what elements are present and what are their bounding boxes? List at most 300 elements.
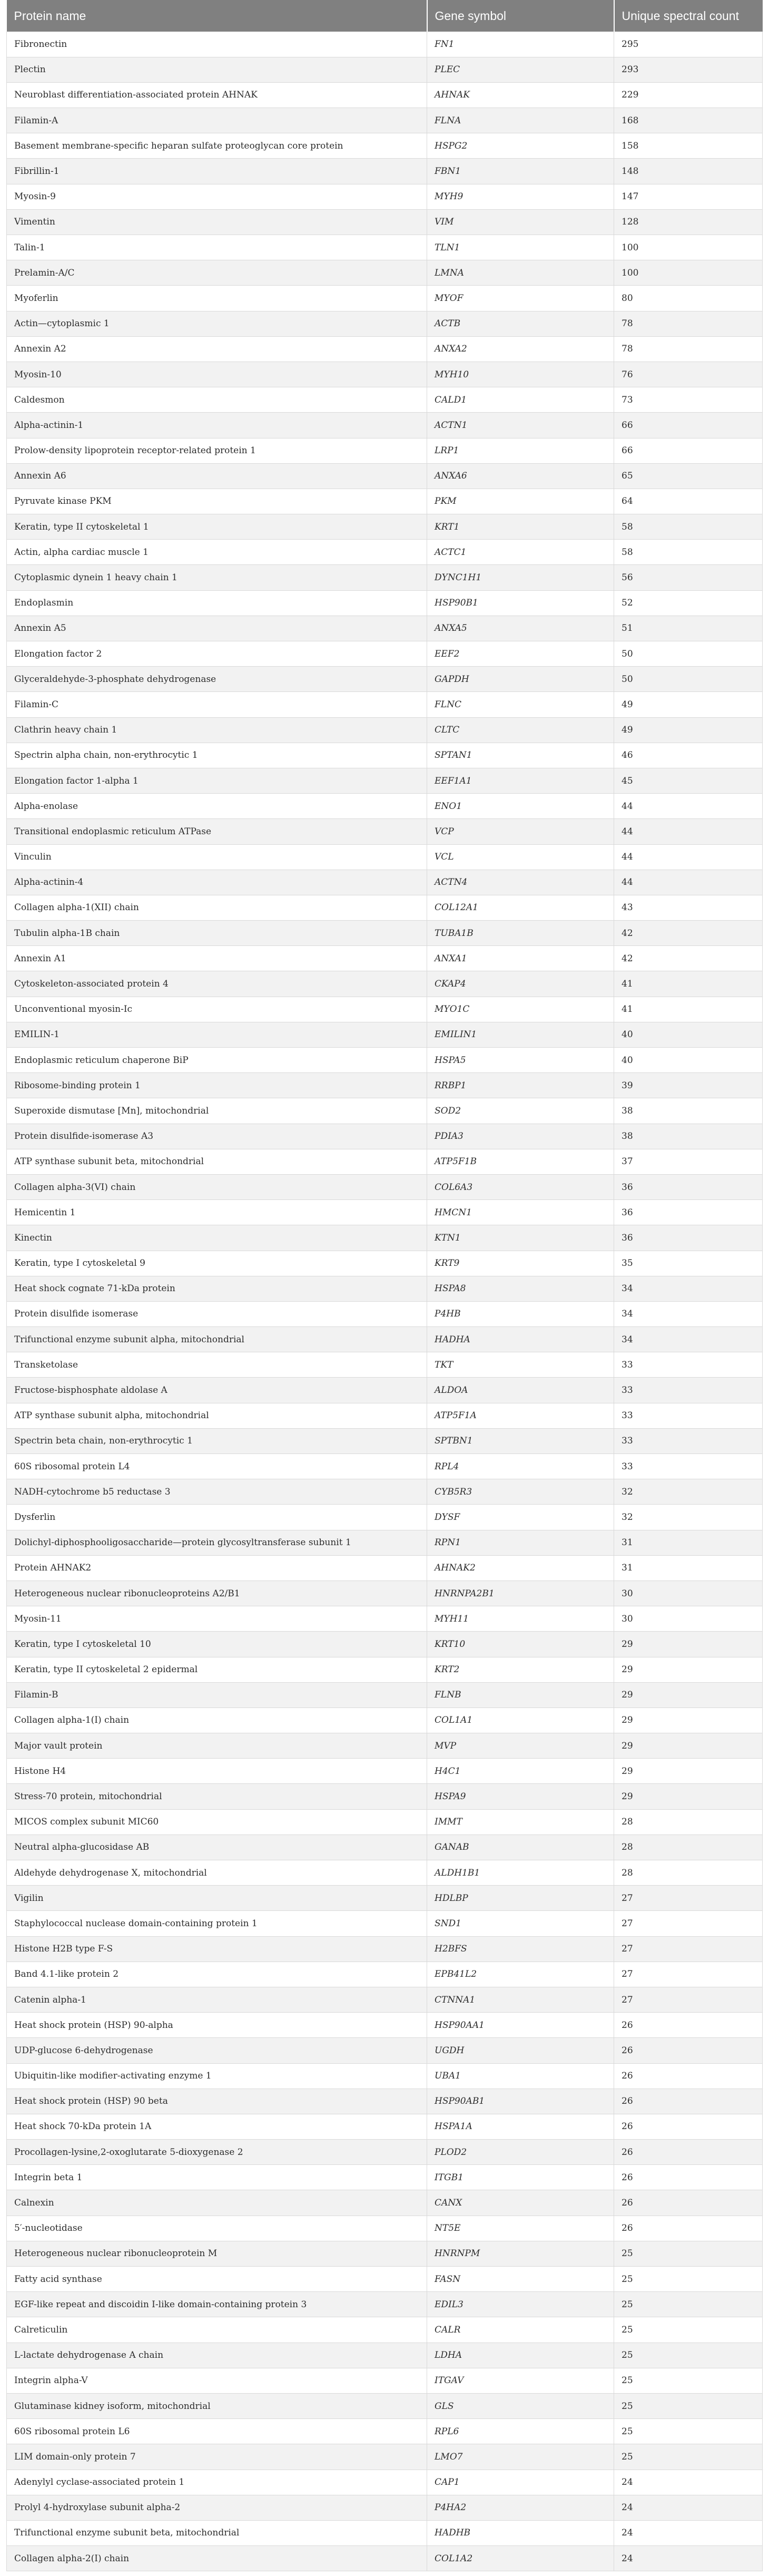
cell-protein-name: Kinectin <box>7 1225 427 1251</box>
cell-gene-symbol: HSP90AB1 <box>427 2089 614 2114</box>
cell-gene-symbol: SPTBN1 <box>427 1428 614 1453</box>
table-row <box>7 1936 763 1962</box>
cell-protein-name: NADH-cytochrome b5 reductase 3 <box>7 1479 427 1505</box>
cell-gene-symbol: HSP90B1 <box>427 590 614 616</box>
table-row <box>7 1835 763 1860</box>
cell-spectral-count: 29 <box>614 1733 763 1759</box>
table-row <box>7 438 763 463</box>
cell-spectral-count: 100 <box>614 235 763 260</box>
cell-gene-symbol: MYO1C <box>427 997 614 1022</box>
cell-spectral-count: 26 <box>614 2114 763 2139</box>
table-row <box>7 286 763 311</box>
table-row <box>7 540 763 565</box>
cell-protein-name: EMILIN-1 <box>7 1022 427 1047</box>
cell-protein-name: Glutaminase kidney isoform, mitochondrial <box>7 2393 427 2418</box>
cell-gene-symbol: HMCN1 <box>427 1200 614 1225</box>
cell-protein-name: Histone H2B type F-S <box>7 1936 427 1962</box>
cell-protein-name: Trifunctional enzyme subunit beta, mitochondrial <box>7 2520 427 2545</box>
cell-spectral-count: 37 <box>614 1149 763 1174</box>
table-row <box>7 1606 763 1632</box>
cell-gene-symbol: GAPDH <box>427 667 614 692</box>
cell-gene-symbol: MYH9 <box>427 184 614 209</box>
cell-gene-symbol: ANXA6 <box>427 463 614 489</box>
cell-spectral-count: 44 <box>614 844 763 870</box>
cell-gene-symbol: HADHB <box>427 2520 614 2545</box>
cell-spectral-count: 33 <box>614 1352 763 1378</box>
cell-protein-name: Procollagen-lysine,2-oxoglutarate 5-dioxygenase 2 <box>7 2140 427 2165</box>
cell-spectral-count: 25 <box>614 2444 763 2470</box>
table-row <box>7 2114 763 2139</box>
cell-spectral-count: 58 <box>614 514 763 540</box>
cell-spectral-count: 38 <box>614 1124 763 1149</box>
cell-spectral-count: 58 <box>614 540 763 565</box>
cell-protein-name: Keratin, type II cytoskeletal 2 epidermal <box>7 1657 427 1682</box>
cell-protein-name: Pyruvate kinase PKM <box>7 489 427 514</box>
cell-gene-symbol: SOD2 <box>427 1098 614 1124</box>
cell-protein-name: Heat shock protein (HSP) 90-alpha <box>7 2013 427 2038</box>
cell-protein-name: ATP synthase subunit beta, mitochondrial <box>7 1149 427 1174</box>
cell-gene-symbol: ATP5F1A <box>427 1403 614 1428</box>
cell-protein-name: Glyceraldehyde-3-phosphate dehydrogenase <box>7 667 427 692</box>
table-row <box>7 717 763 743</box>
cell-spectral-count: 30 <box>614 1606 763 1632</box>
table-row <box>7 108 763 133</box>
cell-protein-name: Ribosome-binding protein 1 <box>7 1073 427 1098</box>
cell-protein-name: Keratin, type I cytoskeletal 10 <box>7 1632 427 1657</box>
cell-protein-name: Tubulin alpha-1B chain <box>7 921 427 946</box>
cell-protein-name: Myosin-9 <box>7 184 427 209</box>
table-row <box>7 514 763 540</box>
table-row <box>7 1555 763 1580</box>
cell-gene-symbol: P4HB <box>427 1301 614 1326</box>
cell-spectral-count: 29 <box>614 1707 763 1733</box>
cell-spectral-count: 49 <box>614 717 763 743</box>
cell-spectral-count: 25 <box>614 2368 763 2393</box>
cell-spectral-count: 27 <box>614 1987 763 2012</box>
cell-protein-name: Fibrillin-1 <box>7 159 427 184</box>
cell-spectral-count: 43 <box>614 895 763 920</box>
cell-protein-name: Integrin beta 1 <box>7 2165 427 2190</box>
table-row <box>7 1809 763 1835</box>
cell-spectral-count: 76 <box>614 362 763 387</box>
cell-protein-name: Caldesmon <box>7 387 427 413</box>
cell-spectral-count: 25 <box>614 2267 763 2292</box>
cell-spectral-count: 24 <box>614 2495 763 2520</box>
cell-gene-symbol: H4C1 <box>427 1759 614 1784</box>
table-row <box>7 1454 763 1479</box>
cell-gene-symbol: PLEC <box>427 57 614 82</box>
table-row <box>7 1682 763 1707</box>
cell-protein-name: Keratin, type I cytoskeletal 9 <box>7 1251 427 1276</box>
table-row <box>7 1073 763 1098</box>
cell-protein-name: Fructose-bisphosphate aldolase A <box>7 1378 427 1403</box>
cell-spectral-count: 66 <box>614 413 763 438</box>
cell-gene-symbol: HSPA5 <box>427 1048 614 1073</box>
table-row <box>7 743 763 768</box>
cell-gene-symbol: MYH11 <box>427 1606 614 1632</box>
cell-spectral-count: 29 <box>614 1784 763 1809</box>
cell-spectral-count: 80 <box>614 286 763 311</box>
cell-spectral-count: 33 <box>614 1403 763 1428</box>
table-row <box>7 2419 763 2444</box>
table-row <box>7 1657 763 1682</box>
cell-spectral-count: 50 <box>614 641 763 667</box>
cell-gene-symbol: EDIL3 <box>427 2292 614 2317</box>
cell-spectral-count: 44 <box>614 794 763 819</box>
cell-protein-name: Annexin A5 <box>7 616 427 641</box>
cell-protein-name: Filamin-B <box>7 1682 427 1707</box>
cell-spectral-count: 25 <box>614 2241 763 2266</box>
cell-protein-name: Protein disulfide isomerase <box>7 1301 427 1326</box>
table-row <box>7 641 763 667</box>
table-row <box>7 1174 763 1199</box>
cell-protein-name: Clathrin heavy chain 1 <box>7 717 427 743</box>
table-row <box>7 667 763 692</box>
cell-protein-name: Unconventional myosin-Ic <box>7 997 427 1022</box>
cell-spectral-count: 28 <box>614 1860 763 1886</box>
cell-protein-name: Integrin alpha-V <box>7 2368 427 2393</box>
cell-spectral-count: 26 <box>614 2013 763 2038</box>
cell-protein-name: Catenin alpha-1 <box>7 1987 427 2012</box>
table-row <box>7 616 763 641</box>
cell-spectral-count: 25 <box>614 2343 763 2368</box>
cell-spectral-count: 33 <box>614 1378 763 1403</box>
cell-spectral-count: 45 <box>614 768 763 793</box>
cell-gene-symbol: ATP5F1B <box>427 1149 614 1174</box>
table-row <box>7 1048 763 1073</box>
table-row <box>7 57 763 82</box>
cell-protein-name: Vimentin <box>7 209 427 235</box>
cell-gene-symbol: ACTB <box>427 311 614 336</box>
cell-spectral-count: 33 <box>614 1454 763 1479</box>
cell-spectral-count: 31 <box>614 1530 763 1555</box>
table-row <box>7 1428 763 1453</box>
cell-gene-symbol: CKAP4 <box>427 971 614 997</box>
table-row <box>7 692 763 717</box>
cell-gene-symbol: MYOF <box>427 286 614 311</box>
cell-gene-symbol: MYH10 <box>427 362 614 387</box>
cell-spectral-count: 35 <box>614 1251 763 1276</box>
cell-protein-name: 60S ribosomal protein L4 <box>7 1454 427 1479</box>
cell-protein-name: Spectrin beta chain, non-erythrocytic 1 <box>7 1428 427 1453</box>
cell-protein-name: Alpha-actinin-4 <box>7 870 427 895</box>
cell-spectral-count: 25 <box>614 2393 763 2418</box>
cell-spectral-count: 100 <box>614 260 763 286</box>
cell-spectral-count: 52 <box>614 590 763 616</box>
cell-spectral-count: 34 <box>614 1327 763 1352</box>
cell-gene-symbol: FLNB <box>427 1682 614 1707</box>
cell-protein-name: Major vault protein <box>7 1733 427 1759</box>
cell-spectral-count: 147 <box>614 184 763 209</box>
cell-spectral-count: 25 <box>614 2292 763 2317</box>
table-row <box>7 844 763 870</box>
cell-spectral-count: 40 <box>614 1048 763 1073</box>
table-row <box>7 1327 763 1352</box>
cell-spectral-count: 28 <box>614 1835 763 1860</box>
cell-protein-name: UDP-glucose 6-dehydrogenase <box>7 2038 427 2063</box>
cell-protein-name: Aldehyde dehydrogenase X, mitochondrial <box>7 1860 427 1886</box>
table-row <box>7 32 763 57</box>
table-row <box>7 1098 763 1124</box>
table-row <box>7 2393 763 2418</box>
cell-protein-name: Heterogeneous nuclear ribonucleoproteins A2/B1 <box>7 1580 427 1606</box>
cell-protein-name: Protein AHNAK2 <box>7 1555 427 1580</box>
cell-spectral-count: 40 <box>614 1022 763 1047</box>
cell-protein-name: MICOS complex subunit MIC60 <box>7 1809 427 1835</box>
cell-spectral-count: 158 <box>614 133 763 159</box>
cell-gene-symbol: DYSF <box>427 1505 614 1530</box>
cell-spectral-count: 29 <box>614 1682 763 1707</box>
table-row <box>7 1124 763 1149</box>
table-row <box>7 2013 763 2038</box>
cell-spectral-count: 24 <box>614 2470 763 2495</box>
table-row <box>7 1301 763 1326</box>
cell-gene-symbol: HNRNPM <box>427 2241 614 2266</box>
cell-gene-symbol: KRT10 <box>427 1632 614 1657</box>
table-row <box>7 2165 763 2190</box>
cell-gene-symbol: GLS <box>427 2393 614 2418</box>
cell-protein-name: Annexin A2 <box>7 336 427 362</box>
cell-spectral-count: 31 <box>614 1555 763 1580</box>
table-row <box>7 260 763 286</box>
cell-gene-symbol: RPL4 <box>427 1454 614 1479</box>
cell-protein-name: Annexin A1 <box>7 946 427 971</box>
table-row <box>7 2038 763 2063</box>
cell-protein-name: Collagen alpha-1(XII) chain <box>7 895 427 920</box>
cell-protein-name: Myosin-11 <box>7 1606 427 1632</box>
cell-gene-symbol: H2BFS <box>427 1936 614 1962</box>
cell-gene-symbol: CANX <box>427 2190 614 2216</box>
cell-protein-name: Calnexin <box>7 2190 427 2216</box>
cell-protein-name: Dysferlin <box>7 1505 427 1530</box>
table-row <box>7 1479 763 1505</box>
cell-spectral-count: 73 <box>614 387 763 413</box>
table-row <box>7 1530 763 1555</box>
cell-gene-symbol: KRT2 <box>427 1657 614 1682</box>
cell-protein-name: Plectin <box>7 57 427 82</box>
cell-gene-symbol: FLNA <box>427 108 614 133</box>
cell-gene-symbol: KTN1 <box>427 1225 614 1251</box>
cell-spectral-count: 66 <box>614 438 763 463</box>
table-row <box>7 768 763 793</box>
cell-spectral-count: 32 <box>614 1505 763 1530</box>
cell-protein-name: Heat shock cognate 71-kDa protein <box>7 1276 427 1301</box>
column-header-unique-spectral-count: Unique spectral count <box>622 8 739 23</box>
cell-gene-symbol: CYB5R3 <box>427 1479 614 1505</box>
table-row <box>7 2520 763 2545</box>
table-row <box>7 2343 763 2368</box>
cell-gene-symbol: ACTN4 <box>427 870 614 895</box>
table-row <box>7 1632 763 1657</box>
table-body <box>7 32 763 2571</box>
table-row <box>7 2470 763 2495</box>
header-row <box>7 0 763 32</box>
table-row <box>7 2140 763 2165</box>
cell-gene-symbol: HSPA8 <box>427 1276 614 1301</box>
table-row <box>7 1378 763 1403</box>
table-row <box>7 2444 763 2470</box>
cell-protein-name: Adenylyl cyclase-associated protein 1 <box>7 2470 427 2495</box>
cell-protein-name: Actin, alpha cardiac muscle 1 <box>7 540 427 565</box>
cell-gene-symbol: DYNC1H1 <box>427 565 614 590</box>
table-header <box>7 0 763 32</box>
cell-protein-name: Superoxide dismutase [Mn], mitochondrial <box>7 1098 427 1124</box>
cell-gene-symbol: UBA1 <box>427 2063 614 2089</box>
cell-protein-name: Spectrin alpha chain, non-erythrocytic 1 <box>7 743 427 768</box>
cell-protein-name: Transketolase <box>7 1352 427 1378</box>
cell-protein-name: Alpha-enolase <box>7 794 427 819</box>
table-row <box>7 2292 763 2317</box>
cell-spectral-count: 38 <box>614 1098 763 1124</box>
cell-gene-symbol: COL1A1 <box>427 1707 614 1733</box>
table-row <box>7 82 763 108</box>
table-row <box>7 1707 763 1733</box>
cell-gene-symbol: EMILIN1 <box>427 1022 614 1047</box>
cell-gene-symbol: FN1 <box>427 32 614 57</box>
cell-gene-symbol: HSPA1A <box>427 2114 614 2139</box>
cell-spectral-count: 27 <box>614 1886 763 1911</box>
cell-protein-name: Heat shock protein (HSP) 90 beta <box>7 2089 427 2114</box>
table-row <box>7 2546 763 2571</box>
table-row <box>7 1200 763 1225</box>
cell-protein-name: Calreticulin <box>7 2317 427 2343</box>
cell-gene-symbol: CLTC <box>427 717 614 743</box>
table-row <box>7 235 763 260</box>
table-row <box>7 1784 763 1809</box>
table-row <box>7 362 763 387</box>
cell-protein-name: Cytoplasmic dynein 1 heavy chain 1 <box>7 565 427 590</box>
cell-protein-name: ATP synthase subunit alpha, mitochondrial <box>7 1403 427 1428</box>
table-row <box>7 1403 763 1428</box>
cell-gene-symbol: ITGB1 <box>427 2165 614 2190</box>
cell-gene-symbol: IMMT <box>427 1809 614 1835</box>
cell-protein-name: Endoplasmic reticulum chaperone BiP <box>7 1048 427 1073</box>
cell-gene-symbol: ACTC1 <box>427 540 614 565</box>
cell-spectral-count: 27 <box>614 1911 763 1936</box>
table-row <box>7 565 763 590</box>
cell-gene-symbol: TUBA1B <box>427 921 614 946</box>
table-row <box>7 2190 763 2216</box>
cell-gene-symbol: LMNA <box>427 260 614 286</box>
table-row <box>7 1352 763 1378</box>
cell-spectral-count: 293 <box>614 57 763 82</box>
cell-spectral-count: 28 <box>614 1809 763 1835</box>
cell-spectral-count: 36 <box>614 1174 763 1199</box>
cell-protein-name: Ubiquitin-like modifier-activating enzyme 1 <box>7 2063 427 2089</box>
table-row <box>7 2089 763 2114</box>
cell-protein-name: Vinculin <box>7 844 427 870</box>
table-row <box>7 413 763 438</box>
cell-gene-symbol: LDHA <box>427 2343 614 2368</box>
cell-protein-name: Prolyl 4-hydroxylase subunit alpha-2 <box>7 2495 427 2520</box>
cell-protein-name: Cytoskeleton-associated protein 4 <box>7 971 427 997</box>
cell-gene-symbol: AHNAK <box>427 82 614 108</box>
cell-spectral-count: 36 <box>614 1225 763 1251</box>
cell-spectral-count: 29 <box>614 1657 763 1682</box>
cell-protein-name: Vigilin <box>7 1886 427 1911</box>
cell-spectral-count: 50 <box>614 667 763 692</box>
cell-gene-symbol: ALDOA <box>427 1378 614 1403</box>
table-row <box>7 1276 763 1301</box>
cell-gene-symbol: KRT1 <box>427 514 614 540</box>
cell-gene-symbol: RRBP1 <box>427 1073 614 1098</box>
cell-protein-name: Trifunctional enzyme subunit alpha, mitochondrial <box>7 1327 427 1352</box>
cell-spectral-count: 168 <box>614 108 763 133</box>
cell-protein-name: Hemicentin 1 <box>7 1200 427 1225</box>
table-row <box>7 2216 763 2241</box>
cell-gene-symbol: P4HA2 <box>427 2495 614 2520</box>
cell-protein-name: 60S ribosomal protein L6 <box>7 2419 427 2444</box>
column-header-gene-symbol: Gene symbol <box>427 0 614 32</box>
cell-gene-symbol: KRT9 <box>427 1251 614 1276</box>
cell-spectral-count: 29 <box>614 1759 763 1784</box>
cell-spectral-count: 41 <box>614 997 763 1022</box>
cell-protein-name: Myoferlin <box>7 286 427 311</box>
cell-spectral-count: 24 <box>614 2520 763 2545</box>
cell-spectral-count: 33 <box>614 1428 763 1453</box>
cell-protein-name: Myosin-10 <box>7 362 427 387</box>
table-row <box>7 2495 763 2520</box>
cell-gene-symbol: EPB41L2 <box>427 1962 614 1987</box>
cell-gene-symbol: MVP <box>427 1733 614 1759</box>
table-row <box>7 1759 763 1784</box>
cell-gene-symbol: VCP <box>427 819 614 844</box>
table-row <box>7 463 763 489</box>
cell-spectral-count: 42 <box>614 946 763 971</box>
table-row <box>7 1251 763 1276</box>
cell-protein-name: L-lactate dehydrogenase A chain <box>7 2343 427 2368</box>
cell-gene-symbol: CALR <box>427 2317 614 2343</box>
cell-gene-symbol: ANXA2 <box>427 336 614 362</box>
table-row <box>7 1505 763 1530</box>
cell-protein-name: Filamin-A <box>7 108 427 133</box>
cell-protein-name: Stress-70 protein, mitochondrial <box>7 1784 427 1809</box>
cell-protein-name: Elongation factor 1-alpha 1 <box>7 768 427 793</box>
cell-protein-name: Heterogeneous nuclear ribonucleoprotein M <box>7 2241 427 2266</box>
table-row <box>7 997 763 1022</box>
table-row <box>7 1962 763 1987</box>
cell-protein-name: Basement membrane-specific heparan sulfate proteoglycan core protein <box>7 133 427 159</box>
cell-gene-symbol: HDLBP <box>427 1886 614 1911</box>
table-row <box>7 2063 763 2089</box>
table-row <box>7 590 763 616</box>
table-row <box>7 1987 763 2012</box>
cell-spectral-count: 42 <box>614 921 763 946</box>
cell-protein-name: Annexin A6 <box>7 463 427 489</box>
cell-spectral-count: 25 <box>614 2317 763 2343</box>
cell-spectral-count: 44 <box>614 870 763 895</box>
cell-gene-symbol: HNRNPA2B1 <box>427 1580 614 1606</box>
cell-protein-name: Elongation factor 2 <box>7 641 427 667</box>
cell-gene-symbol: COL1A2 <box>427 2546 614 2571</box>
cell-protein-name: Heat shock 70-kDa protein 1A <box>7 2114 427 2139</box>
cell-gene-symbol: EEF1A1 <box>427 768 614 793</box>
table-row <box>7 1860 763 1886</box>
cell-protein-name: Histone H4 <box>7 1759 427 1784</box>
cell-gene-symbol: PDIA3 <box>427 1124 614 1149</box>
cell-gene-symbol: LMO7 <box>427 2444 614 2470</box>
cell-gene-symbol: ANXA1 <box>427 946 614 971</box>
cell-spectral-count: 26 <box>614 2140 763 2165</box>
protein-table <box>6 0 763 2571</box>
table-row <box>7 387 763 413</box>
cell-protein-name: LIM domain-only protein 7 <box>7 2444 427 2470</box>
table-row <box>7 2241 763 2266</box>
table-row <box>7 1022 763 1047</box>
cell-protein-name: Collagen alpha-1(I) chain <box>7 1707 427 1733</box>
cell-gene-symbol: CALD1 <box>427 387 614 413</box>
cell-gene-symbol: CTNNA1 <box>427 1987 614 2012</box>
